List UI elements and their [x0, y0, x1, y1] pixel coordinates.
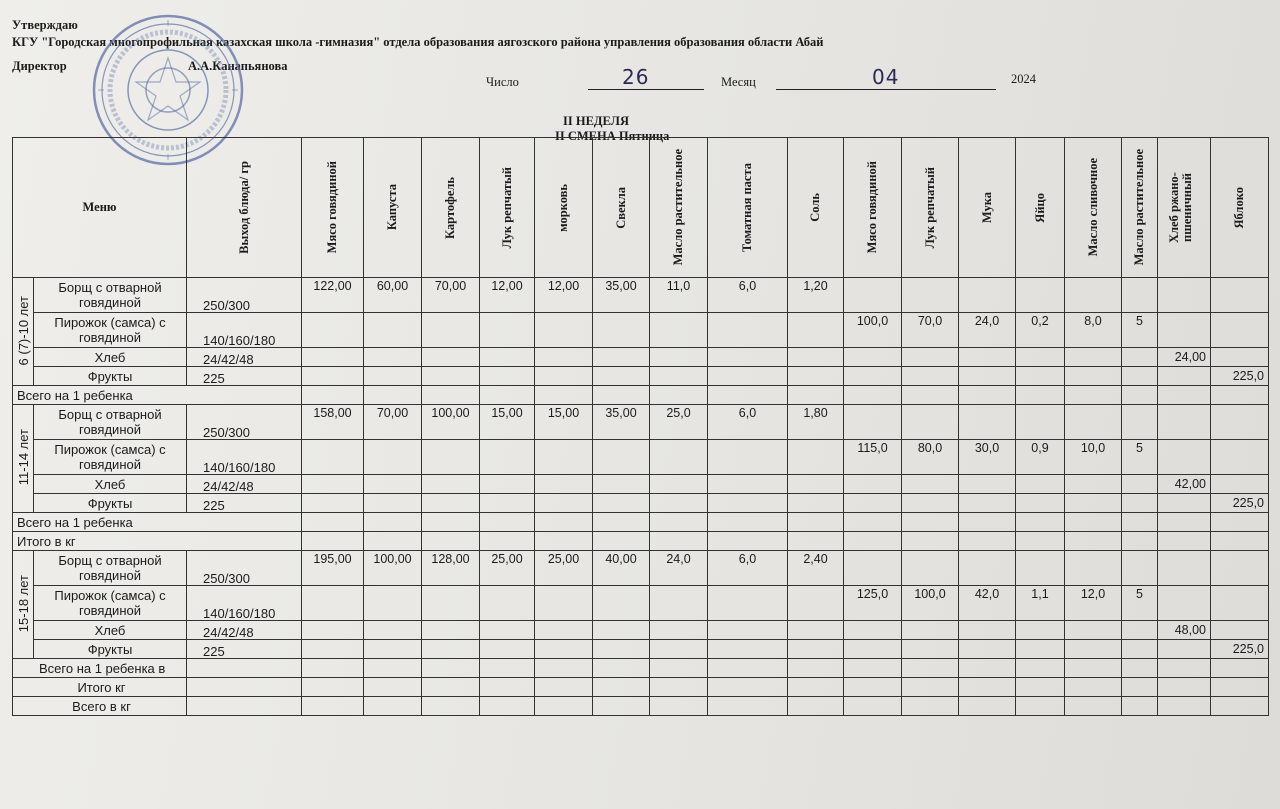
cell-value: 0,2: [1016, 313, 1065, 348]
column-menu: Меню: [13, 138, 187, 278]
dish-name: Борщ с отварной говядиной: [34, 551, 187, 586]
column-product: Хлеб ржано-пшеничный: [1158, 138, 1211, 278]
column-product: Мясо говядиной: [844, 138, 902, 278]
table-row: [13, 551, 1269, 586]
dish-output: 225: [187, 640, 302, 659]
column-product: Яблоко: [1211, 138, 1269, 278]
cell-value: 100,00: [364, 551, 422, 586]
cell-value: 70,0: [902, 313, 959, 348]
age-group-label: 6 (7)-10 лет: [13, 278, 34, 386]
table-row: [13, 475, 1269, 494]
cell-value: 25,00: [480, 551, 535, 586]
cell-value: 15,00: [480, 405, 535, 440]
menu-table: [12, 137, 1269, 716]
cell-value: 1,1: [1016, 586, 1065, 621]
cell-value: 6,0: [708, 278, 788, 313]
table-row: [13, 348, 1269, 367]
cell-value: 35,00: [593, 405, 650, 440]
dish-name: Хлеб: [34, 621, 187, 640]
column-product: Лук репчатый: [480, 138, 535, 278]
footer-total-child: Всего на 1 ребенка в: [13, 659, 187, 678]
cell-value: 70,00: [422, 278, 480, 313]
cell-value: 1,80: [788, 405, 844, 440]
dish-output: 24/42/48: [187, 348, 302, 367]
column-product: Капуста: [364, 138, 422, 278]
cell-value: 1,20: [788, 278, 844, 313]
total-per-child: Всего на 1 ребенка: [13, 513, 302, 532]
dish-name: Пирожок (самса) с говядиной: [34, 440, 187, 475]
dish-name: Хлеб: [34, 348, 187, 367]
table-row: [13, 494, 1269, 513]
cell-value: 11,0: [650, 278, 708, 313]
dish-output: 140/160/180: [187, 586, 302, 621]
cell-value: 24,00: [1158, 348, 1211, 367]
cell-value: 35,00: [593, 278, 650, 313]
year-value: 2024: [1011, 72, 1036, 86]
column-product: Мука: [959, 138, 1016, 278]
age-group-label: 11-14 лет: [13, 405, 34, 513]
dish-name: Борщ с отварной говядиной: [34, 405, 187, 440]
column-product: Томатная паста: [708, 138, 788, 278]
cell-value: 6,0: [708, 405, 788, 440]
cell-value: 8,0: [1065, 313, 1122, 348]
total-in-kg: Итого в кг: [13, 532, 302, 551]
cell-value: 25,00: [535, 551, 593, 586]
table-row: [13, 513, 1269, 532]
column-product: морковь: [535, 138, 593, 278]
cell-value: 100,0: [844, 313, 902, 348]
cell-value: 24,0: [959, 313, 1016, 348]
cell-value: 225,0: [1211, 640, 1269, 659]
footer-vsego: Всего в кг: [13, 697, 187, 716]
dish-output: 250/300: [187, 405, 302, 440]
table-row: [13, 313, 1269, 348]
dish-output: 24/42/48: [187, 475, 302, 494]
director-name: А.А.Канапьянова: [188, 59, 288, 73]
dish-name: Пирожок (самса) с говядиной: [34, 586, 187, 621]
table-row: [13, 367, 1269, 386]
cell-value: 15,00: [535, 405, 593, 440]
cell-value: 60,00: [364, 278, 422, 313]
cell-value: 42,00: [1158, 475, 1211, 494]
cell-value: 158,00: [302, 405, 364, 440]
dish-output: 225: [187, 367, 302, 386]
dish-name: Фрукты: [34, 640, 187, 659]
cell-value: 12,0: [1065, 586, 1122, 621]
cell-value: 80,0: [902, 440, 959, 475]
footer-itogo: Итого кг: [13, 678, 187, 697]
cell-value: 122,00: [302, 278, 364, 313]
date-underline: [588, 89, 704, 90]
table-row: [13, 697, 1269, 716]
dish-output: 24/42/48: [187, 621, 302, 640]
cell-value: 25,0: [650, 405, 708, 440]
cell-value: 5: [1122, 440, 1158, 475]
column-product: Свекла: [593, 138, 650, 278]
column-product: Яйцо: [1016, 138, 1065, 278]
cell-value: 5: [1122, 586, 1158, 621]
month-value: 04: [872, 65, 900, 89]
cell-value: 115,0: [844, 440, 902, 475]
cell-value: 5: [1122, 313, 1158, 348]
cell-value: 225,0: [1211, 367, 1269, 386]
dish-name: Пирожок (самса) с говядиной: [34, 313, 187, 348]
cell-value: 10,0: [1065, 440, 1122, 475]
week-title: II НЕДЕЛЯ: [563, 114, 630, 128]
dish-name: Хлеб: [34, 475, 187, 494]
cell-value: 0,9: [1016, 440, 1065, 475]
dish-output: 140/160/180: [187, 313, 302, 348]
table-row: [13, 532, 1269, 551]
table-row: [13, 440, 1269, 475]
director-label: Директор: [12, 59, 67, 73]
table-row: [13, 678, 1269, 697]
month-label: Месяц: [721, 75, 756, 89]
table-row: [13, 278, 1269, 313]
cell-value: 6,0: [708, 551, 788, 586]
cell-value: 12,00: [535, 278, 593, 313]
table-row: [13, 405, 1269, 440]
organization-name: КГУ "Городская многопрофильная казахская школа -гимназия" отдела образования аягозского района управления образования области Абай: [12, 35, 824, 49]
table-row: [13, 386, 1269, 405]
cell-value: 48,00: [1158, 621, 1211, 640]
cell-value: 40,00: [593, 551, 650, 586]
dish-output: 225: [187, 494, 302, 513]
total-per-child: Всего на 1 ребенка: [13, 386, 302, 405]
column-product: Масло сливочное: [1065, 138, 1122, 278]
date-label: Число: [486, 75, 519, 89]
dish-name: Борщ с отварной говядиной: [34, 278, 187, 313]
column-product: Соль: [788, 138, 844, 278]
dish-output: 250/300: [187, 278, 302, 313]
cell-value: 12,00: [480, 278, 535, 313]
shift-title: II СМЕНА Пятница: [555, 129, 670, 143]
cell-value: 30,0: [959, 440, 1016, 475]
table-row: [13, 659, 1269, 678]
cell-value: 70,00: [364, 405, 422, 440]
cell-value: 125,0: [844, 586, 902, 621]
month-underline: [776, 89, 996, 90]
cell-value: 195,00: [302, 551, 364, 586]
dish-name: Фрукты: [34, 494, 187, 513]
cell-value: 2,40: [788, 551, 844, 586]
column-product: Мясо говядиной: [302, 138, 364, 278]
cell-value: 100,00: [422, 405, 480, 440]
approve-label: Утверждаю: [12, 18, 78, 32]
column-product: Картофель: [422, 138, 480, 278]
cell-value: 24,0: [650, 551, 708, 586]
table-row: [13, 640, 1269, 659]
cell-value: 128,00: [422, 551, 480, 586]
column-product: Лук репчатый: [902, 138, 959, 278]
date-value: 26: [622, 65, 650, 89]
cell-value: 225,0: [1211, 494, 1269, 513]
cell-value: 100,0: [902, 586, 959, 621]
table-row: [13, 621, 1269, 640]
table-row: [13, 586, 1269, 621]
dish-output: 140/160/180: [187, 440, 302, 475]
column-product: Масло растительное: [1122, 138, 1158, 278]
dish-output: 250/300: [187, 551, 302, 586]
column-output: Выход блюда/ гр: [187, 138, 302, 278]
column-product: Масло растительное: [650, 138, 708, 278]
age-group-label: 15-18 лет: [13, 551, 34, 659]
cell-value: 42,0: [959, 586, 1016, 621]
table-header-row: [13, 138, 1269, 278]
dish-name: Фрукты: [34, 367, 187, 386]
